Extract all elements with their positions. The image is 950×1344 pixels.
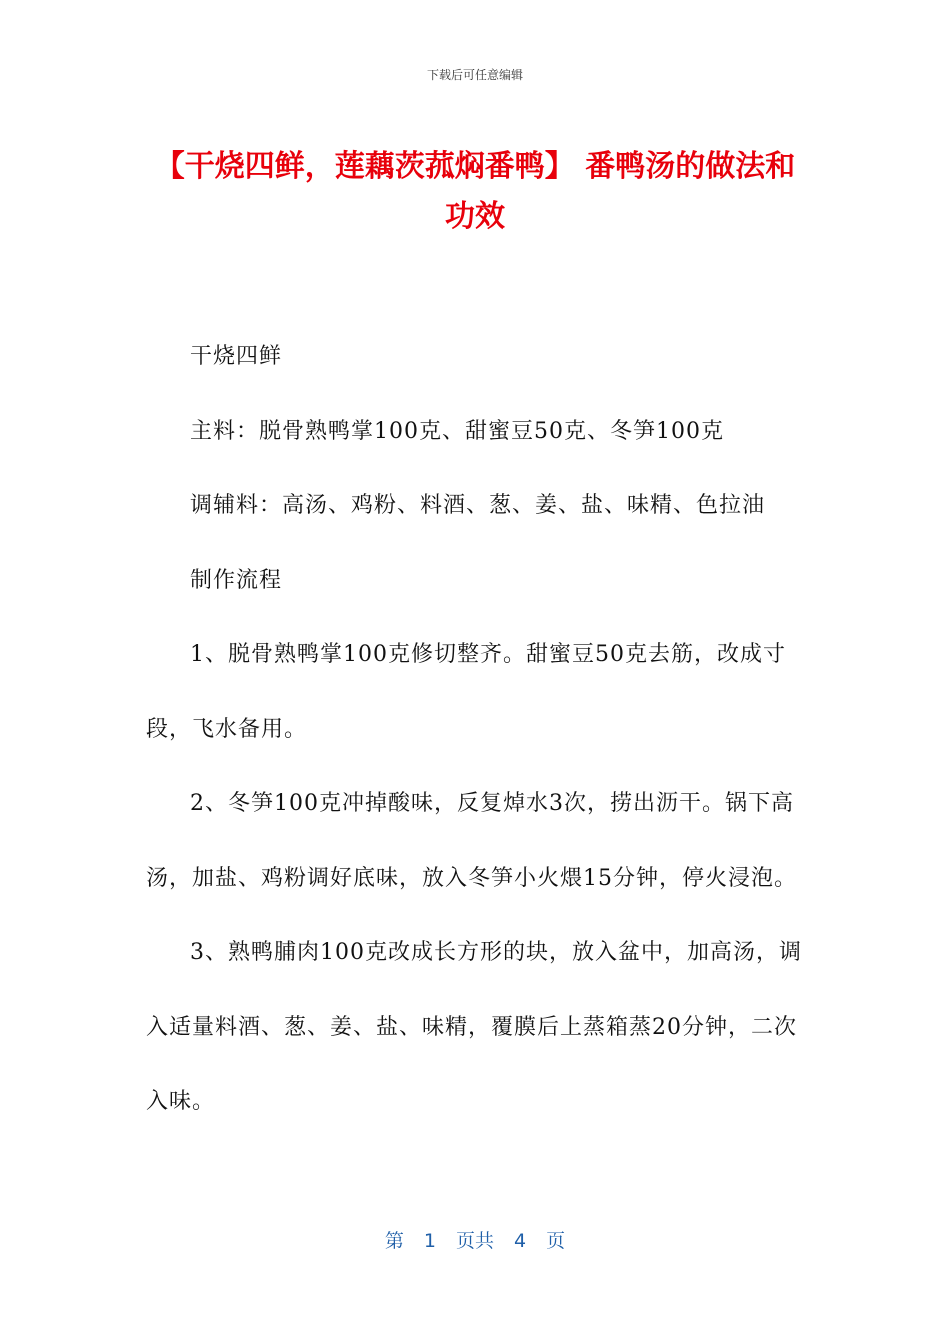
page-footer: 第 1 页共 4 页 <box>384 1230 566 1252</box>
paragraph-step-3: 3、熟鸭脯肉100克改成长方形的块，放入盆中，加高汤，调入适量料酒、葱、姜、盐、味精，覆膜后上蒸箱蒸20分钟，二次入味。 <box>146 940 802 1114</box>
paragraph-step-2: 2、冬笋100克冲掉酸味，反复焯水3次，捞出沥干。锅下高汤，加盐、鸡粉调好底味，放入冬笋小火煨15分钟，停火浸泡。 <box>146 791 797 891</box>
paragraph-seasonings: 调辅料：高汤、鸡粉、料酒、葱、姜、盐、味精、色拉油 <box>190 493 766 518</box>
paragraph-section-heading: 干烧四鲜 <box>190 344 283 369</box>
header-note: 下载后可任意编辑 <box>426 68 523 82</box>
paragraph-main-ingredients: 主料：脱骨熟鸭掌100克、甜蜜豆50克、冬笋100克 <box>190 418 724 444</box>
paragraph-step-1: 1、脱骨熟鸭掌100克修切整齐。甜蜜豆50克去筋，改成寸段，飞水备用。 <box>146 642 786 742</box>
document-title: 【干烧四鲜，莲藕茨菰焖番鸭】 番鸭汤的做法和功效 <box>154 149 796 234</box>
paragraph-process-heading: 制作流程 <box>190 567 283 593</box>
document-body <box>146 320 806 1140</box>
